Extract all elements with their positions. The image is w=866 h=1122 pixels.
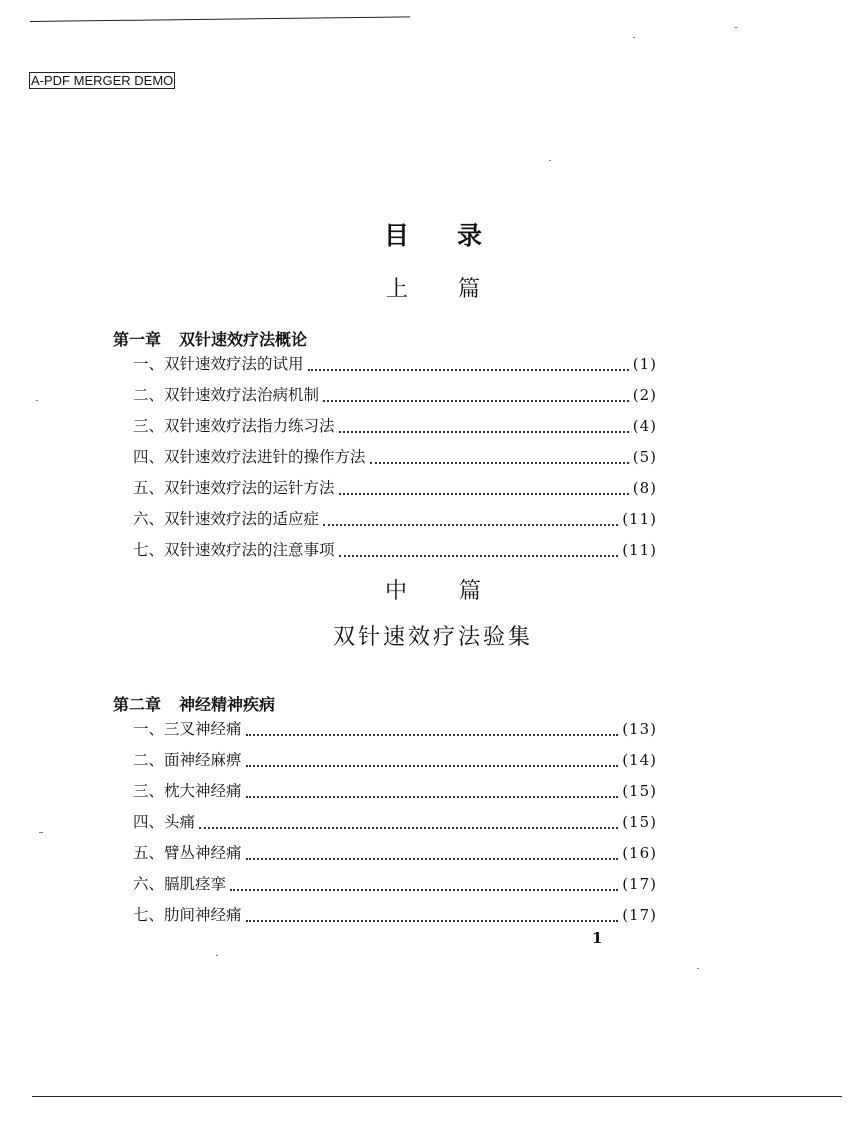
dot-leader	[246, 765, 619, 767]
dot-leader	[199, 827, 618, 829]
toc-entry-label: 六、双针速效疗法的适应症	[133, 510, 320, 528]
dot-leader	[323, 524, 618, 526]
scan-speck	[735, 27, 737, 28]
dot-leader	[246, 796, 619, 798]
chapter-heading	[113, 327, 307, 350]
top-rule	[30, 16, 410, 22]
chapter-number: 第一章	[113, 330, 162, 349]
part-subtitle: 双针速效疗法验集	[332, 625, 533, 650]
dot-leader	[230, 889, 618, 891]
toc-entry-label: 五、双针速效疗法的运针方法	[133, 479, 335, 497]
toc-entry-page: (17)	[622, 906, 657, 924]
toc-entry-label: 二、双针速效疗法治病机制	[133, 386, 320, 404]
toc-entry[interactable]	[133, 717, 657, 748]
toc-entry-page: (4)	[632, 417, 657, 435]
toc-entry[interactable]	[133, 538, 657, 569]
toc-entry[interactable]	[133, 476, 657, 507]
scan-speck	[549, 160, 551, 161]
toc-entry-label: 二、面神经麻痹	[133, 751, 242, 769]
toc-entry-label: 四、双针速效疗法进针的操作方法	[133, 448, 366, 466]
toc-entry-label: 七、肋间神经痛	[133, 906, 242, 924]
toc-list-chapter-1	[133, 352, 657, 569]
dot-leader	[246, 858, 619, 860]
toc-entry-page: (8)	[632, 479, 657, 497]
toc-entry[interactable]	[133, 414, 657, 445]
toc-entry-page: (15)	[622, 782, 657, 800]
toc-list-chapter-2	[133, 717, 657, 934]
dot-leader	[323, 400, 629, 402]
toc-entry-label: 一、三叉神经痛	[133, 720, 242, 738]
toc-entry-label: 一、双针速效疗法的试用	[133, 355, 304, 373]
toc-entry-label: 五、臂丛神经痛	[133, 844, 242, 862]
bottom-rule	[32, 1096, 842, 1097]
dot-leader	[246, 734, 619, 736]
toc-entry[interactable]	[133, 748, 657, 779]
toc-entry-page: (16)	[622, 844, 657, 862]
scan-speck	[39, 832, 43, 833]
watermark-label: A-PDF MERGER DEMO	[31, 73, 174, 88]
toc-entry-page: (17)	[622, 875, 657, 893]
dot-leader	[339, 431, 629, 433]
chapter-title: 神经精神疾病	[179, 695, 276, 714]
part-heading-middle: 中篇	[384, 579, 533, 604]
toc-entry[interactable]	[133, 903, 657, 934]
toc-entry-label: 六、膈肌痉挛	[133, 875, 227, 893]
toc-entry[interactable]	[133, 507, 657, 538]
toc-entry-label: 四、头痛	[133, 813, 196, 831]
chapter-heading	[113, 692, 275, 715]
dot-leader	[370, 462, 629, 464]
toc-entry-page: (2)	[632, 386, 657, 404]
part-heading-upper: 上篇	[385, 277, 530, 302]
toc-entry-label: 七、双针速效疗法的注意事项	[133, 541, 335, 559]
toc-entry-page: (11)	[622, 510, 657, 528]
toc-entry-page: (5)	[632, 448, 657, 466]
scan-speck	[216, 955, 218, 956]
chapter-number: 第二章	[113, 695, 162, 714]
toc-entry-label: 三、枕大神经痛	[133, 782, 242, 800]
dot-leader	[339, 493, 629, 495]
dot-leader	[246, 920, 619, 922]
toc-title: 目录	[383, 221, 530, 250]
scan-speck	[633, 37, 635, 38]
toc-entry[interactable]	[133, 841, 657, 872]
dot-leader	[308, 369, 629, 371]
toc-entry-page: (14)	[622, 751, 657, 769]
toc-entry[interactable]	[133, 779, 657, 810]
chapter-title: 双针速效疗法概论	[179, 330, 308, 349]
toc-entry-page: (13)	[622, 720, 657, 738]
toc-entry[interactable]	[133, 872, 657, 903]
scan-speck	[697, 968, 699, 969]
page-number: 1	[592, 929, 603, 947]
dot-leader	[339, 555, 619, 557]
toc-entry-page: (1)	[632, 355, 657, 373]
toc-entry-page: (11)	[622, 541, 657, 559]
toc-entry[interactable]	[133, 352, 657, 383]
scan-speck	[36, 400, 38, 401]
toc-entry[interactable]	[133, 810, 657, 841]
toc-entry[interactable]	[133, 445, 657, 476]
toc-entry-page: (15)	[622, 813, 657, 831]
toc-entry-label: 三、双针速效疗法指力练习法	[133, 417, 335, 435]
toc-entry[interactable]	[133, 383, 657, 414]
